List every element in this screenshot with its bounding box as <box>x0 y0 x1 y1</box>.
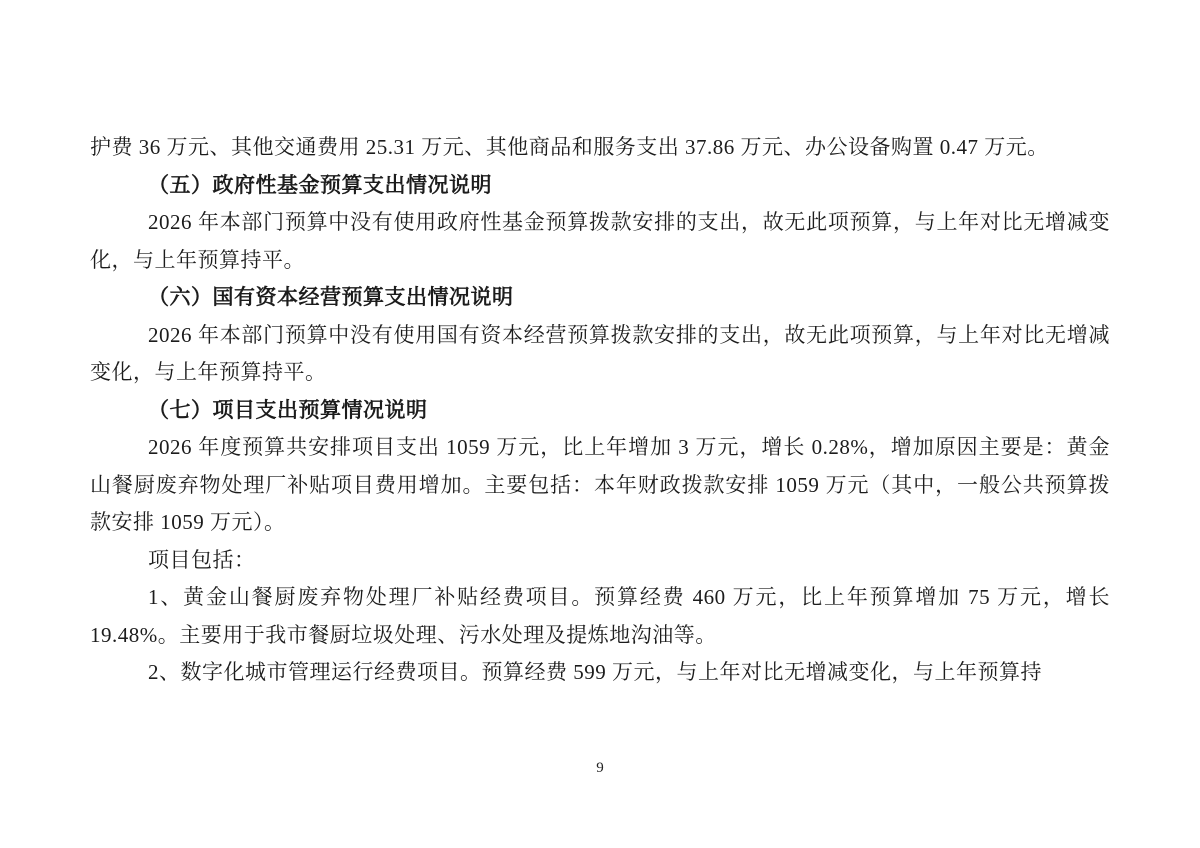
section-heading-6-state-capital-budget: （六）国有资本经营预算支出情况说明 <box>148 285 514 309</box>
section-heading-7-project-expenditure: （七）项目支出预算情况说明 <box>148 397 428 422</box>
paragraph-project-list-intro: 项目包括： <box>148 547 256 572</box>
paragraph-project-expenditure-total: 2026 年度预算共安排项目支出 1059 万元，比上年增加 3 万元，增长 0.28%，增加原因主要是：黄金山餐厨废弃物处理厂补贴项目费用增加。主要包括：本年财政拨款安排 1059 万元（其中，一般公共预算拨款安排 1059 万元）。 <box>90 435 1110 534</box>
paragraph-project-1-kitchen-waste-plant: 1、黄金山餐厨废弃物处理厂补贴经费项目。预算经费 460 万元，比上年预算增加 75 万元，增长 19.48%。主要用于我市餐厨垃圾处理、污水处理及提炼地沟油等。 <box>90 585 1110 647</box>
paragraph-continuation-other-expenses: 护费 36 万元、其他交通费用 25.31 万元、其他商品和服务支出 37.86 万元、办公设备购置 0.47 万元。 <box>90 135 1049 159</box>
section-heading-5-government-fund-budget: （五）政府性基金预算支出情况说明 <box>148 172 492 197</box>
page-number: 9 <box>596 760 604 776</box>
paragraph-state-capital-budget: 2026 年本部门预算中没有使用国有资本经营预算拨款安排的支出，故无此项预算，与上年对比无增减变化，与上年预算持平。 <box>90 322 1110 384</box>
paragraph-project-2-digital-city-management: 2、数字化城市管理运行经费项目。预算经费 599 万元，与上年对比无增减变化，与上年预算持 <box>148 660 1042 684</box>
text-block <box>90 129 1110 692</box>
paragraph-government-fund-budget: 2026 年本部门预算中没有使用政府性基金预算拨款安排的支出，故无此项预算，与上年对比无增减变化，与上年预算持平。 <box>90 210 1110 272</box>
